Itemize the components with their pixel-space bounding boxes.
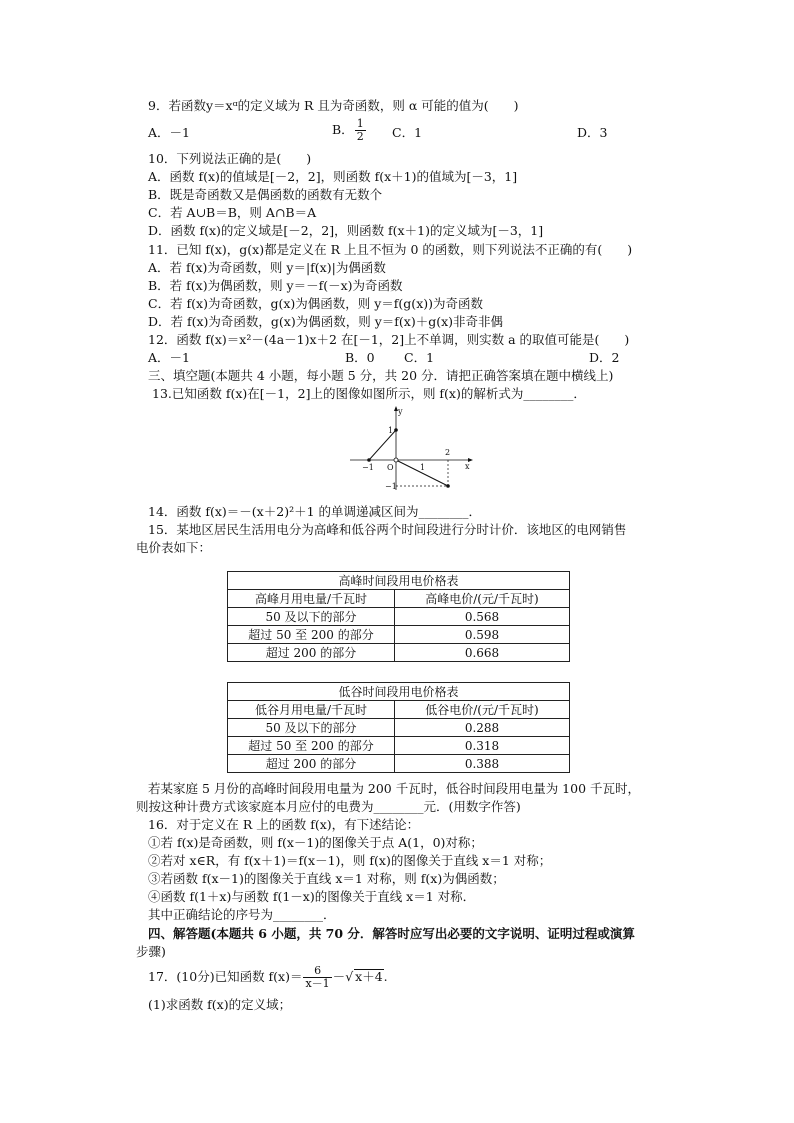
question-15-line-2: 电价表如下： [136, 540, 212, 555]
table-title-row [228, 683, 570, 701]
table-cell: 0.388 [395, 755, 570, 773]
question-11: 11．已知 f(x)，g(x)都是定义在 R 上且不恒为 0 的函数，则下列说法不正确的有( ) [148, 242, 633, 257]
table-cell: 0.568 [395, 608, 570, 626]
q10-option-c: C．若 A∪B＝B，则 A∩B＝A [148, 205, 317, 220]
q9-option-b [332, 118, 367, 143]
table-title: 低谷时间段用电价格表 [228, 683, 570, 701]
q11-option-b: B．若 f(x)为偶函数，则 y＝－f(－x)为奇函数 [148, 278, 403, 293]
fraction-numerator: 6 [303, 965, 331, 978]
section-4-heading-cont: 步骤) [136, 944, 166, 959]
q10-option-a: A．函数 f(x)的值域是[－2，2]，则函数 f(x＋1)的值域为[－3，1] [148, 169, 518, 184]
table-header-cell: 高峰电价/(元/千瓦时) [395, 590, 570, 608]
q17-fraction [303, 965, 331, 990]
fraction-denominator: x－1 [305, 977, 330, 990]
point-0-1 [394, 428, 398, 432]
table-cell: 50 及以下的部分 [228, 608, 395, 626]
point-2-m1 [446, 484, 450, 488]
table-cell: 0.598 [395, 626, 570, 644]
fraction-denominator: 2 [356, 130, 364, 143]
tick-x-2: 2 [445, 448, 451, 457]
table-header-cell: 低谷月用电量/千瓦时 [228, 701, 395, 719]
q12-option-d: D．2 [589, 350, 620, 365]
q16-statement-1: ①若 f(x)是奇函数，则 f(x－1)的图像关于点 A(1，0)对称； [148, 835, 483, 850]
q11-option-a: A．若 f(x)为奇函数，则 y＝|f(x)|为偶函数 [148, 260, 386, 275]
q17-radicand: x＋4 [355, 969, 383, 984]
table-header-cell: 高峰月用电量/千瓦时 [228, 590, 395, 608]
q10-option-b: B．既是奇函数又是偶函数的函数有无数个 [148, 187, 383, 202]
q16-statement-4: ④函数 f(1＋x)与函数 f(1－x)的图像关于直线 x＝1 对称． [148, 889, 476, 904]
open-point-origin [394, 458, 398, 462]
q17-period: . [383, 969, 388, 984]
q17-part-1: (1)求函数 f(x)的定义域； [148, 997, 292, 1012]
table-row [228, 644, 570, 662]
tick-x-minus-1: −1 [362, 463, 374, 472]
question-16: 16．对于定义在 R 上的函数 f(x)，有下述结论： [148, 817, 420, 832]
table-header-row [228, 590, 570, 608]
table-title: 高峰时间段用电价格表 [228, 572, 570, 590]
origin-label: O [387, 463, 394, 472]
q9-option-a: A．－1 [148, 125, 190, 140]
table-row [228, 755, 570, 773]
table-cell: 超过 50 至 200 的部分 [228, 737, 395, 755]
table-cell: 0.668 [395, 644, 570, 662]
peak-price-table [227, 571, 570, 662]
tick-y-1: 1 [388, 426, 394, 435]
section-3-heading: 三、填空题(本题共 4 小题，每小题 5 分，共 20 分．请把正确答案填在题中横线上) [148, 368, 614, 383]
q17-text: 17．(10分)已知函数 f(x)＝ [148, 969, 303, 984]
table-row [228, 626, 570, 644]
q16-answer-line: 其中正确结论的序号为________． [148, 907, 336, 922]
question-15-after-1: 若某家庭 5 月份的高峰时间段用电量为 200 千瓦时，低谷时间段用电量为 100 千瓦时， [148, 781, 641, 796]
question-12: 12．函数 f(x)＝x²－(4a－1)x＋2 在[－1，2]上不单调，则实数 a 的取值可能是( ) [148, 332, 630, 347]
function-graph [344, 404, 478, 494]
q9-option-d: D．3 [577, 125, 608, 140]
point-m1-0 [367, 458, 371, 462]
tick-x-1: 1 [420, 463, 426, 472]
sqrt-icon: √ [345, 969, 354, 984]
x-axis-label: x [465, 462, 470, 471]
question-15-after-2: 则按这种计费方式该家庭本月应付的电费为________元．(用数字作答) [136, 799, 521, 814]
y-axis-label: y [398, 407, 403, 416]
table-row [228, 608, 570, 626]
section-4-heading: 四、解答题(本题共 6 小题，共 70 分．解答时应写出必要的文字说明、证明过程或演算 [148, 926, 635, 941]
q9-option-b-label: B． [332, 122, 354, 137]
table-cell: 超过 200 的部分 [228, 644, 395, 662]
table-header-row [228, 701, 570, 719]
q9-option-b-fraction [355, 118, 366, 143]
table-cell: 0.288 [395, 719, 570, 737]
q9-option-c: C．1 [392, 125, 423, 140]
tick-y-minus-1: −1 [385, 482, 397, 491]
question-13: 13.已知函数 f(x)在[－1，2]上的图像如图所示，则 f(x)的解析式为________． [152, 386, 586, 401]
table-row [228, 719, 570, 737]
question-9: 9．若函数y＝xᵅ的定义域为 R 且为奇函数，则 α 可能的值为( ) [148, 98, 519, 113]
q16-statement-3: ③若函数 f(x－1)的图像关于直线 x＝1 对称，则 f(x)为偶函数； [148, 871, 505, 886]
table-cell: 0.318 [395, 737, 570, 755]
q12-option-a: A．－1 [148, 350, 190, 365]
fraction-numerator: 1 [356, 117, 364, 130]
question-15-line-1: 15．某地区居民生活用电分为高峰和低谷两个时间段进行分时计价．该地区的电网销售 [148, 522, 627, 537]
question-10: 10．下列说法正确的是( ) [148, 151, 312, 166]
table-header-cell: 低谷电价/(元/千瓦时) [395, 701, 570, 719]
question-17 [148, 963, 388, 991]
q11-option-d: D．若 f(x)为奇函数，g(x)为偶函数，则 y＝f(x)＋g(x)非奇非偶 [148, 314, 503, 329]
question-14: 14．函数 f(x)＝－(x＋2)²＋1 的单调递减区间为________． [148, 504, 482, 519]
q11-option-c: C．若 f(x)为奇函数，g(x)为偶函数，则 y＝f(g(x))为奇函数 [148, 296, 483, 311]
table-cell: 超过 200 的部分 [228, 755, 395, 773]
q12-option-c: C．1 [404, 350, 435, 365]
q17-minus: － [332, 969, 346, 984]
valley-price-table [227, 682, 570, 773]
table-cell: 50 及以下的部分 [228, 719, 395, 737]
q10-option-d: D．函数 f(x)的定义域是[－2，2]，则函数 f(x＋1)的定义域为[－3，1] [148, 223, 544, 238]
table-row [228, 737, 570, 755]
table-cell: 超过 50 至 200 的部分 [228, 626, 395, 644]
q16-statement-2: ②若对 x∈R，有 f(x＋1)＝f(x－1)，则 f(x)的图像关于直线 x＝1 对称； [148, 853, 552, 868]
table-title-row [228, 572, 570, 590]
q12-option-b: B．0 [345, 350, 375, 365]
